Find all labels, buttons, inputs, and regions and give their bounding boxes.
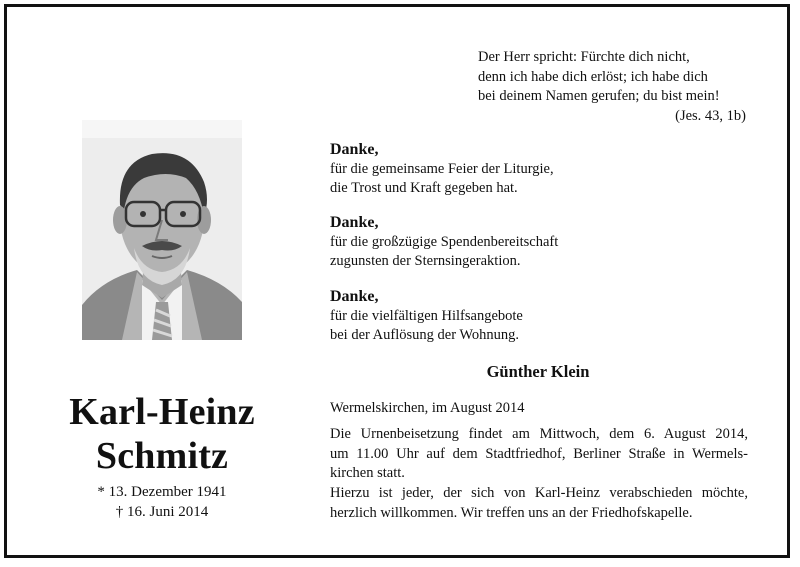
- invitation: [330, 484, 748, 523]
- funeral-line: Die Urnenbeisetzung findet am Mittwoch, dem 6. August 2014,: [330, 426, 748, 442]
- portrait-photo: [82, 120, 242, 340]
- verse-line: Der Herr spricht: Fürchte dich nicht,: [478, 49, 690, 65]
- funeral-line: kirchen statt.: [330, 465, 405, 481]
- thanks-line: zugunsten der Sternsingeraktion.: [330, 253, 521, 269]
- thanks-heading: Danke,: [330, 141, 379, 158]
- thanks-block-2: [330, 213, 630, 271]
- thanks-line: bei der Auflösung der Wohnung.: [330, 327, 520, 343]
- invitation-line: Hierzu ist jeder, der sich von Karl-Heinz verabschieden möchte,: [330, 485, 748, 501]
- verse-reference: (Jes. 43, 1b): [675, 107, 746, 124]
- thanks-line: für die großzügige Spendenbereitschaft: [330, 234, 559, 250]
- thanks-line: für die gemeinsame Feier der Liturgie,: [330, 161, 554, 177]
- thanks-line: die Trost und Kraft gegeben hat.: [330, 180, 518, 196]
- thanks-block-1: [330, 140, 630, 198]
- thanks-block-3: [330, 287, 630, 345]
- place-date: [330, 399, 748, 419]
- thanks-heading: Danke,: [330, 214, 379, 231]
- life-dates: [40, 482, 284, 522]
- bible-verse: [478, 48, 746, 126]
- verse-line: denn ich habe dich erlöst; ich habe dich: [478, 68, 708, 85]
- deceased-name: [40, 390, 284, 478]
- verse-line: bei deinem Namen gerufen; du bist mein!: [478, 88, 720, 104]
- birth-date: * 13. Dezember 1941: [97, 484, 227, 500]
- funeral-info: [330, 425, 748, 484]
- thanks-line: für die vielfältigen Hilfsangebote: [330, 308, 523, 324]
- deceased-first-name: Karl-Heinz: [69, 391, 255, 433]
- thanks-heading: Danke,: [330, 288, 379, 305]
- invitation-line: herzlich willkommen. Wir treffen uns an der Friedhofskapelle.: [330, 504, 693, 521]
- funeral-line: um 11.00 Uhr auf dem Stadtfriedhof, Berliner Straße in Wermels-: [330, 445, 748, 462]
- signature: Günther Klein: [486, 362, 590, 381]
- place-date-text: Wermelskirchen, im August 2014: [330, 400, 525, 416]
- deceased-last-name: Schmitz: [95, 435, 229, 477]
- death-date: † 16. Juni 2014: [115, 504, 209, 520]
